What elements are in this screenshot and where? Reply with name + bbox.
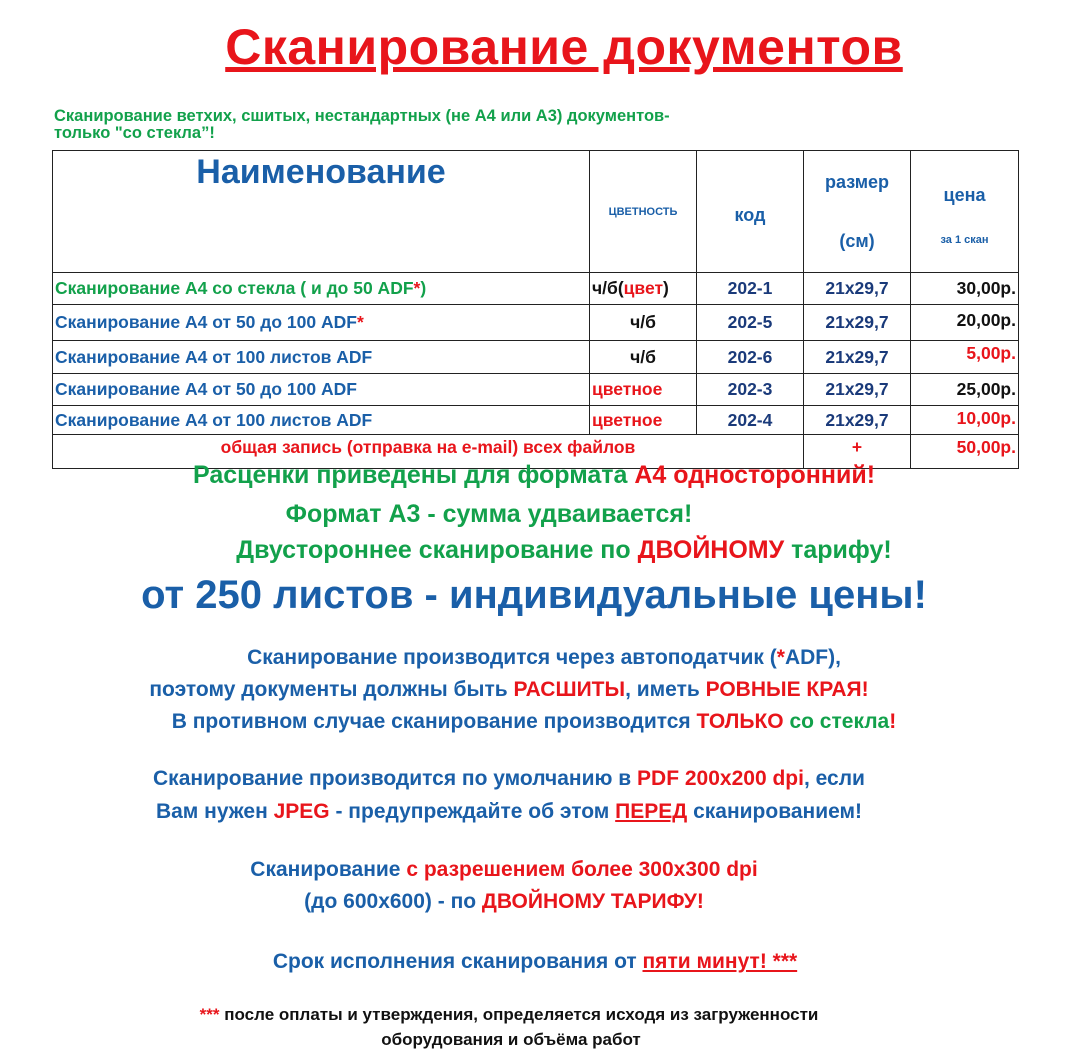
resolution-line-1: Сканирование с разрешением более 300x300 dpi — [250, 858, 758, 881]
row-code: 202-1 — [697, 273, 804, 305]
row-color: цветное — [590, 374, 697, 406]
header-price-label: цена — [943, 185, 986, 205]
adf-line-2: поэтому документы должны быть РАСШИТЫ, иметь РОВНЫЕ КРАЯ! — [149, 678, 869, 701]
row-color: ч/б(цвет) — [590, 273, 697, 305]
adf-line-3: В противном случае сканирование производится ТОЛЬКО со стекла! — [171, 710, 897, 733]
row-code: 202-3 — [697, 374, 804, 406]
table-row — [53, 273, 1019, 305]
row-name: Сканирование А4 со стекла ( и до 50 ADF*) — [53, 273, 590, 305]
row-color: ч/б — [590, 305, 697, 341]
note-line-2: только "со стекла”! — [54, 124, 215, 142]
header-color: ЦВЕТНОСТЬ — [590, 151, 697, 273]
resolution-line-2: (до 600x600) - по ДВОЙНОМУ ТАРИФУ! — [304, 890, 704, 913]
header-size — [804, 151, 911, 273]
row-name: Сканирование А4 от 100 листов ADF — [53, 406, 590, 435]
row-name: Сканирование А4 от 100 листов ADF — [53, 341, 590, 374]
row-name: Сканирование А4 от 50 до 100 ADF* — [53, 305, 590, 341]
header-size-label: размер — [824, 171, 890, 192]
info-line-a3: Формат А3 - сумма удваивается! — [285, 500, 693, 528]
page-title: Сканирование документов — [225, 19, 903, 75]
row-price: 25,00р. — [911, 374, 1019, 406]
email-row-price: 50,00р. — [911, 435, 1019, 469]
note-line-1: Сканирование ветхих, сшитых, нестандартных (не А4 или А3) документов- — [54, 107, 670, 125]
email-row-mark: + — [804, 435, 911, 469]
row-code: 202-6 — [697, 341, 804, 374]
footnote-line-1: *** после оплаты и утверждения, определяется исходя из загруженности — [199, 1005, 819, 1024]
term-line: Срок исполнения сканирования от пяти минут! *** — [272, 950, 798, 973]
table-row — [53, 374, 1019, 406]
table-row — [53, 341, 1019, 374]
row-size: 21х29,7 — [804, 341, 911, 374]
row-size: 21х29,7 — [804, 273, 911, 305]
info-line-format: Расценки приведены для формата А4 односторонний! — [192, 461, 876, 489]
row-color: ч/б — [590, 341, 697, 374]
adf-line-1: Сканирование производится через автоподатчик (*ADF), — [247, 646, 841, 669]
info-line-bulk: от 250 листов - индивидуальные цены! — [141, 573, 927, 617]
row-size: 21х29,7 — [804, 406, 911, 435]
row-code: 202-5 — [697, 305, 804, 341]
price-table — [52, 150, 1019, 469]
header-price — [911, 151, 1019, 273]
pdf-line-2: Вам нужен JPEG - предупреждайте об этом ПЕРЕД сканированием! — [155, 800, 863, 823]
header-price-unit: за 1 скан — [940, 234, 989, 246]
info-line-duplex: Двустороннее сканирование по ДВОЙНОМУ тарифу! — [236, 536, 892, 564]
row-size: 21х29,7 — [804, 305, 911, 341]
note-fragile-documents — [54, 108, 874, 142]
row-color: цветное — [590, 406, 697, 435]
row-size: 21х29,7 — [804, 374, 911, 406]
header-size-unit: (см) — [839, 230, 875, 251]
row-name: Сканирование А4 от 50 до 100 ADF — [53, 374, 590, 406]
email-row-label: общая запись (отправка на e-mail) всех файлов — [53, 435, 804, 469]
table-header-row — [53, 151, 1019, 273]
row-price: 20,00р. — [911, 305, 1019, 341]
footnote-line-2: оборудования и объёма работ — [381, 1030, 641, 1049]
table-row — [53, 406, 1019, 435]
table-row — [53, 305, 1019, 341]
row-code: 202-4 — [697, 406, 804, 435]
row-price: 30,00р. — [911, 273, 1019, 305]
header-name: Наименование — [53, 151, 590, 273]
row-price: 10,00р. — [911, 406, 1019, 435]
row-price: 5,00р. — [911, 341, 1019, 374]
pdf-line-1: Сканирование производится по умолчанию в PDF 200x200 dpi, если — [153, 767, 865, 790]
header-code: код — [697, 151, 804, 273]
